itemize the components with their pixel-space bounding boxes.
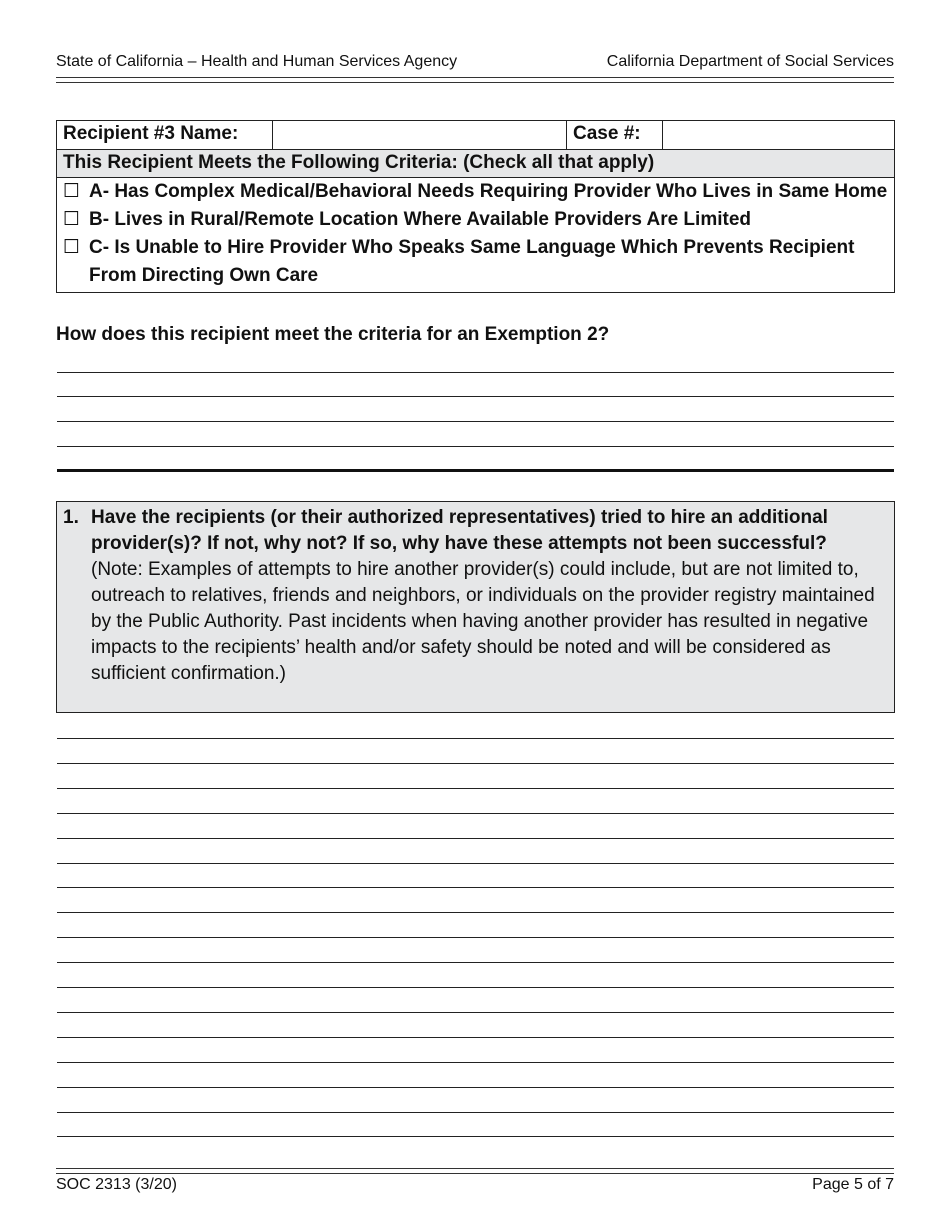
question-1-note: (Note: Examples of attempts to hire another provider(s) could include, but are not limited to, outreach to relatives, friends and neighbors, or individuals on the provider registry maintained by the Public Authority. Past incidents when having another provider has resulted in negative impacts to the recipients’ health and/or safety should be noted and will be considered as sufficient confirmation.) [91, 559, 875, 684]
answer-line[interactable] [57, 738, 894, 739]
answer-line[interactable] [57, 1062, 894, 1063]
answer-line[interactable] [57, 987, 894, 988]
form-number: SOC 2313 (3/20) [56, 1176, 177, 1193]
criteria-option-label: C- Is Unable to Hire Provider Who Speaks Same Language Which Prevents Recipient From Directing Own Care [89, 237, 855, 286]
answer-line[interactable] [57, 1112, 894, 1113]
answer-line[interactable] [57, 763, 894, 764]
page-header [56, 50, 894, 74]
answer-line[interactable] [57, 1037, 894, 1038]
question-1-prompt: Have the recipients (or their authorized representatives) tried to hire an additional provider(s)? If not, why not? If so, why have these attempts not been successful? [91, 507, 828, 554]
section-divider [57, 469, 894, 472]
criteria-option-a [63, 178, 888, 206]
footer-divider [56, 1168, 894, 1174]
answer-line[interactable] [57, 863, 894, 864]
answer-line[interactable] [57, 838, 894, 839]
criteria-option-label: A- Has Complex Medical/Behavioral Needs Requiring Provider Who Lives in Same Home [89, 181, 888, 202]
answer-line[interactable] [57, 372, 894, 373]
question-number: 1. [63, 507, 79, 528]
checkbox-a[interactable]: ☐ [63, 181, 81, 202]
answer-line[interactable] [57, 887, 894, 888]
answer-line[interactable] [57, 421, 894, 422]
answer-line[interactable] [57, 446, 894, 447]
case-number-field[interactable] [663, 121, 894, 149]
checkbox-c[interactable]: ☐ [63, 237, 81, 258]
page-number: Page 5 of 7 [812, 1176, 894, 1193]
criteria-option-c [63, 234, 888, 290]
answer-line[interactable] [57, 1136, 894, 1137]
agency-name: State of California – Health and Human Services Agency [56, 53, 458, 70]
answer-line[interactable] [57, 1087, 894, 1088]
recipient-table [56, 120, 895, 293]
question-1-text [91, 505, 884, 712]
answer-line[interactable] [57, 788, 894, 789]
answer-line[interactable] [57, 396, 894, 397]
answer-line[interactable] [57, 813, 894, 814]
recipient-name-row [57, 121, 894, 150]
checkbox-b[interactable]: ☐ [63, 209, 81, 230]
department-name: California Department of Social Services [606, 53, 894, 70]
recipient-name-field[interactable] [273, 121, 567, 149]
answer-line[interactable] [57, 912, 894, 913]
answer-line[interactable] [57, 1012, 894, 1013]
criteria-options [57, 178, 894, 292]
exemption-question: How does this recipient meet the criteria for an Exemption 2? [56, 324, 610, 345]
criteria-option-b [63, 206, 888, 234]
answer-line[interactable] [57, 962, 894, 963]
criteria-heading: This Recipient Meets the Following Criteria: (Check all that apply) [57, 150, 894, 178]
criteria-option-label: B- Lives in Rural/Remote Location Where Available Providers Are Limited [89, 209, 751, 230]
question-1-box [56, 501, 895, 713]
case-number-label: Case #: [567, 121, 663, 149]
answer-line[interactable] [57, 937, 894, 938]
header-divider [56, 77, 894, 83]
recipient-name-label: Recipient #3 Name: [57, 121, 273, 149]
